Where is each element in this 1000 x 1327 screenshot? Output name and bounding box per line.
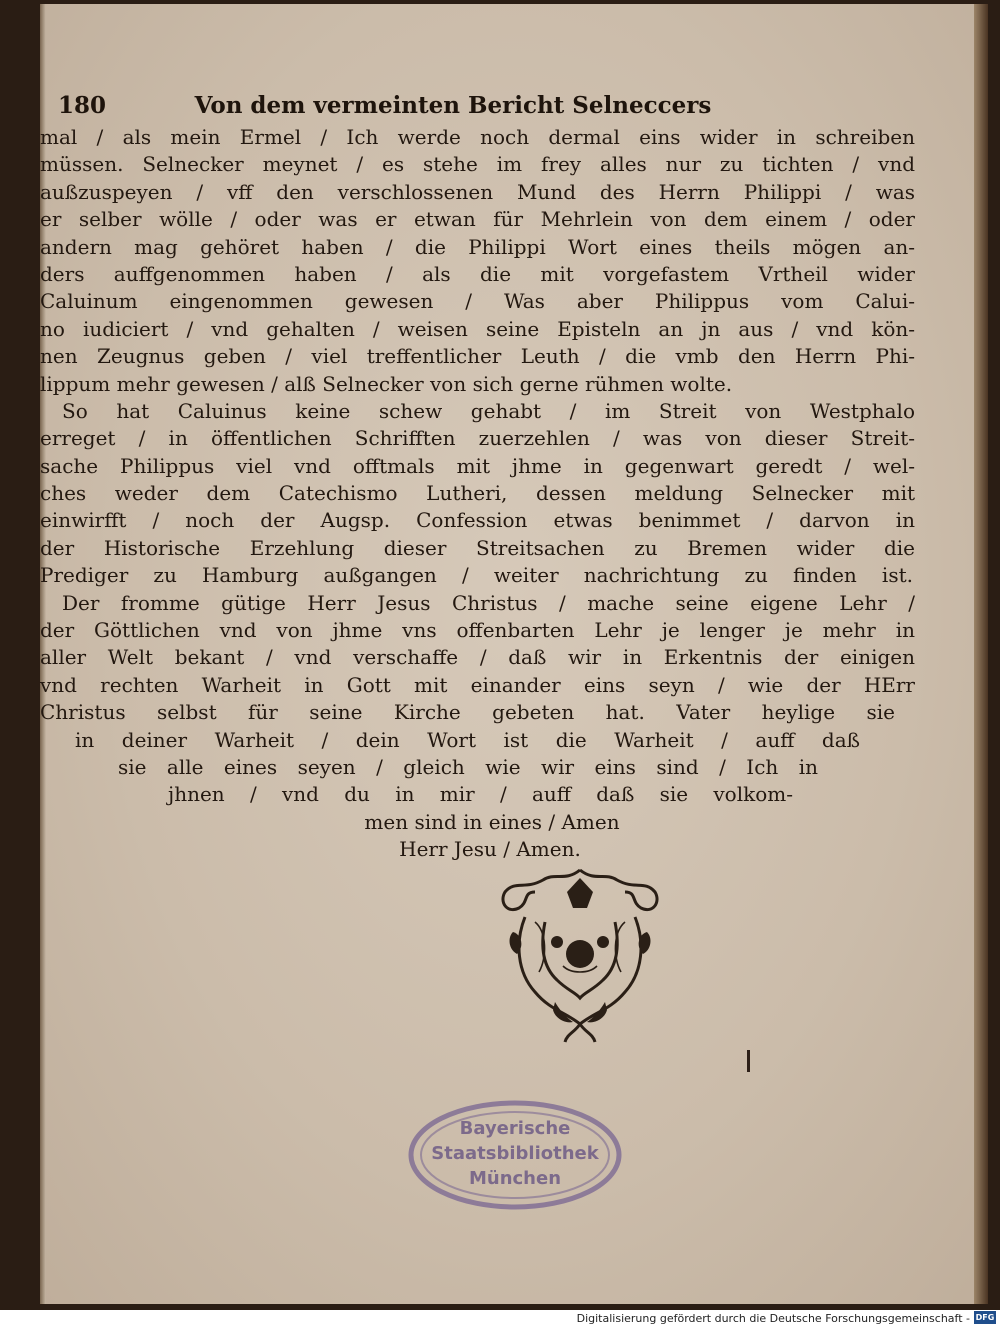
- text-line: aller Welt bekant / vnd verschaffe / daß wir in Erkentnis der einigen: [40, 645, 915, 670]
- text-line: der Göttlichen vnd von jhme vns offenbarten Lehr je lenger je mehr in: [40, 618, 915, 643]
- text-line: andern mag gehöret haben / die Philippi Wort eines theils mögen an-: [40, 234, 915, 259]
- dfg-logo: DFG: [975, 1313, 995, 1322]
- text-line: sache Philippus viel vnd offtmals mit jhme in gegenwart geredt / wel-: [40, 453, 915, 478]
- text-line: nen Zeugnus geben / viel treffentlicher Leuth / die vmb den Herrn Phi-: [40, 344, 915, 369]
- page-header: [58, 92, 788, 119]
- stamp-line: Bayerische: [459, 1118, 571, 1139]
- text-line: müssen. Selnecker meynet / es stehe im frey alles nur zu tichten / vnd: [40, 152, 915, 177]
- text-line: lippum mehr gewesen / alß Selnecker von sich gerne rühmen wolte.: [40, 371, 733, 396]
- text-line: no iudiciert / vnd gehalten / weisen seine Episteln an jn aus / vnd kön-: [40, 316, 915, 341]
- text-line: jhnen / vnd du in mir / auff daß sie volkom-: [168, 782, 793, 807]
- text-line: außzuspeyen / vff den verschlossenen Mund des Herrn Philippi / was: [40, 179, 915, 204]
- library-stamp-text: [405, 1116, 625, 1191]
- text-line: er selber wölle / oder was er etwan für Mehrlein von dem einem / oder: [40, 207, 915, 232]
- text-line: der Historische Erzehlung dieser Streitsachen zu Bremen wider die: [40, 535, 915, 560]
- text-line: men sind in eines / Amen: [364, 809, 620, 834]
- body-text: [0, 124, 1000, 864]
- text-line: mal / als mein Ermel / Ich werde noch dermal eins wider in schreiben: [40, 125, 915, 149]
- stamp-line: München: [468, 1168, 562, 1189]
- footer-bar: [0, 1310, 1000, 1327]
- ink-mark: [747, 1050, 750, 1072]
- footer-credit: Digitalisierung gefördert durch die Deutsche Forschungsgemeinschaft -: [576, 1312, 970, 1325]
- text-line: Der fromme gütige Herr Jesus Christus / mache seine eigene Lehr /: [62, 590, 915, 615]
- text-line: Herr Jesu / Amen.: [399, 837, 581, 862]
- stamp-line: Staatsbibliothek: [431, 1143, 599, 1164]
- text-line: Caluinum eingenommen gewesen / Was aber Philippus vom Calui-: [40, 289, 915, 314]
- text-line: in deiner Warheit / dein Wort ist die Warheit / auff daß: [75, 727, 860, 752]
- text-line: So hat Caluinus keine schew gehabt / im Streit von Westphalo: [62, 398, 915, 423]
- text-line: ders auffgenommen haben / als die mit vorgefastem Vrtheil wider: [40, 261, 915, 286]
- text-line: einwirfft / noch der Augsp. Confession etwas benimmet / darvon in: [40, 508, 915, 533]
- text-line: sie alle eines seyen / gleich wie wir eins sind / Ich in: [118, 754, 818, 779]
- text-line: vnd rechten Warheit in Gott mit einander eins seyn / wie der HErr: [40, 672, 915, 697]
- text-line: ches weder dem Catechismo Lutheri, dessen meldung Selnecker mit: [40, 481, 915, 506]
- running-head: Von dem vermeinten Bericht Selneccers: [194, 92, 712, 119]
- page-number: 180: [58, 92, 107, 119]
- text-line: Prediger zu Hamburg außgangen / weiter nachrichtung zu finden ist.: [40, 563, 913, 588]
- text-line: Christus selbst für seine Kirche gebeten hat. Vater heylige sie: [40, 700, 895, 725]
- text-line: erreget / in öffentlichen Schrifften zuerzehlen / was von dieser Streit-: [40, 426, 915, 451]
- fleuron-tailpiece-icon: [495, 862, 665, 1047]
